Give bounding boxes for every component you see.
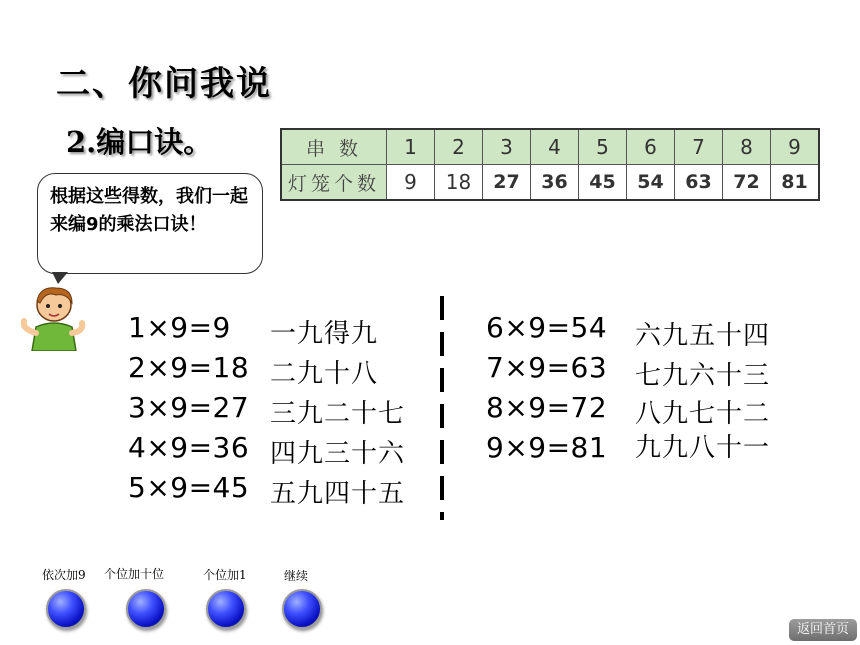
button-label-add-nine: 依次加9 — [42, 568, 86, 582]
verse: 八九七十二 — [635, 399, 771, 429]
button-label-ones-plus-tens: 个位加十位 — [104, 567, 165, 581]
equation: 9×9=81 — [486, 431, 608, 464]
count-cell: 4 — [531, 129, 579, 165]
verse: 九九八十一 — [635, 433, 771, 463]
return-home-button[interactable]: 返回首页 — [789, 619, 857, 641]
count-cell: 7 — [675, 129, 723, 165]
verse: 三九二十七 — [270, 399, 406, 429]
equation: 7×9=63 — [486, 351, 608, 384]
button-label-ones-plus-one: 个位加1 — [203, 568, 247, 582]
lantern-cell: 9 — [387, 165, 435, 201]
count-cell: 3 — [483, 129, 531, 165]
count-cell: 2 — [435, 129, 483, 165]
verse: 四九三十六 — [270, 439, 406, 469]
verse: 二九十八 — [270, 359, 379, 389]
lantern-cell: 54 — [627, 165, 675, 201]
lantern-cell: 72 — [723, 165, 771, 201]
verse: 五九四十五 — [270, 479, 406, 509]
lantern-cell: 18 — [435, 165, 483, 201]
add-nine-button[interactable] — [46, 589, 86, 629]
continue-button[interactable] — [282, 589, 322, 629]
page-title: 二、你问我说 — [56, 64, 272, 104]
verse: 六九五十四 — [635, 321, 771, 351]
section-subtitle: 2.编口诀。 — [66, 125, 213, 159]
row-header-count: 串 数 — [281, 129, 387, 165]
count-cell: 8 — [723, 129, 771, 165]
equation: 2×9=18 — [128, 351, 250, 384]
equation: 3×9=27 — [128, 391, 250, 424]
equation: 6×9=54 — [486, 311, 608, 344]
equation: 4×9=36 — [128, 431, 250, 464]
equation: 8×9=72 — [486, 391, 608, 424]
count-cell: 9 — [771, 129, 820, 165]
lantern-cell: 63 — [675, 165, 723, 201]
row-header-lanterns: 灯笼个数 — [281, 165, 387, 201]
table-row-count — [281, 129, 819, 165]
table-row-lanterns — [281, 165, 819, 201]
verse: 七九六十三 — [635, 361, 771, 391]
lantern-cell: 81 — [771, 165, 820, 201]
lantern-cell: 27 — [483, 165, 531, 201]
count-cell: 6 — [627, 129, 675, 165]
button-label-continue: 继续 — [284, 569, 309, 583]
count-cell: 5 — [579, 129, 627, 165]
column-divider — [440, 296, 444, 520]
lantern-cell: 36 — [531, 165, 579, 201]
ones-plus-tens-button[interactable] — [126, 589, 166, 629]
lantern-table — [280, 128, 820, 201]
verse: 一九得九 — [270, 319, 379, 349]
boy-character-icon — [18, 283, 88, 351]
count-cell: 1 — [387, 129, 435, 165]
equation: 1×9=9 — [128, 311, 231, 344]
ones-plus-one-button[interactable] — [206, 589, 246, 629]
lantern-cell: 45 — [579, 165, 627, 201]
speech-bubble: 根据这些得数，我们一起来编9的乘法口诀！ — [37, 173, 263, 274]
equation: 5×9=45 — [128, 471, 250, 504]
